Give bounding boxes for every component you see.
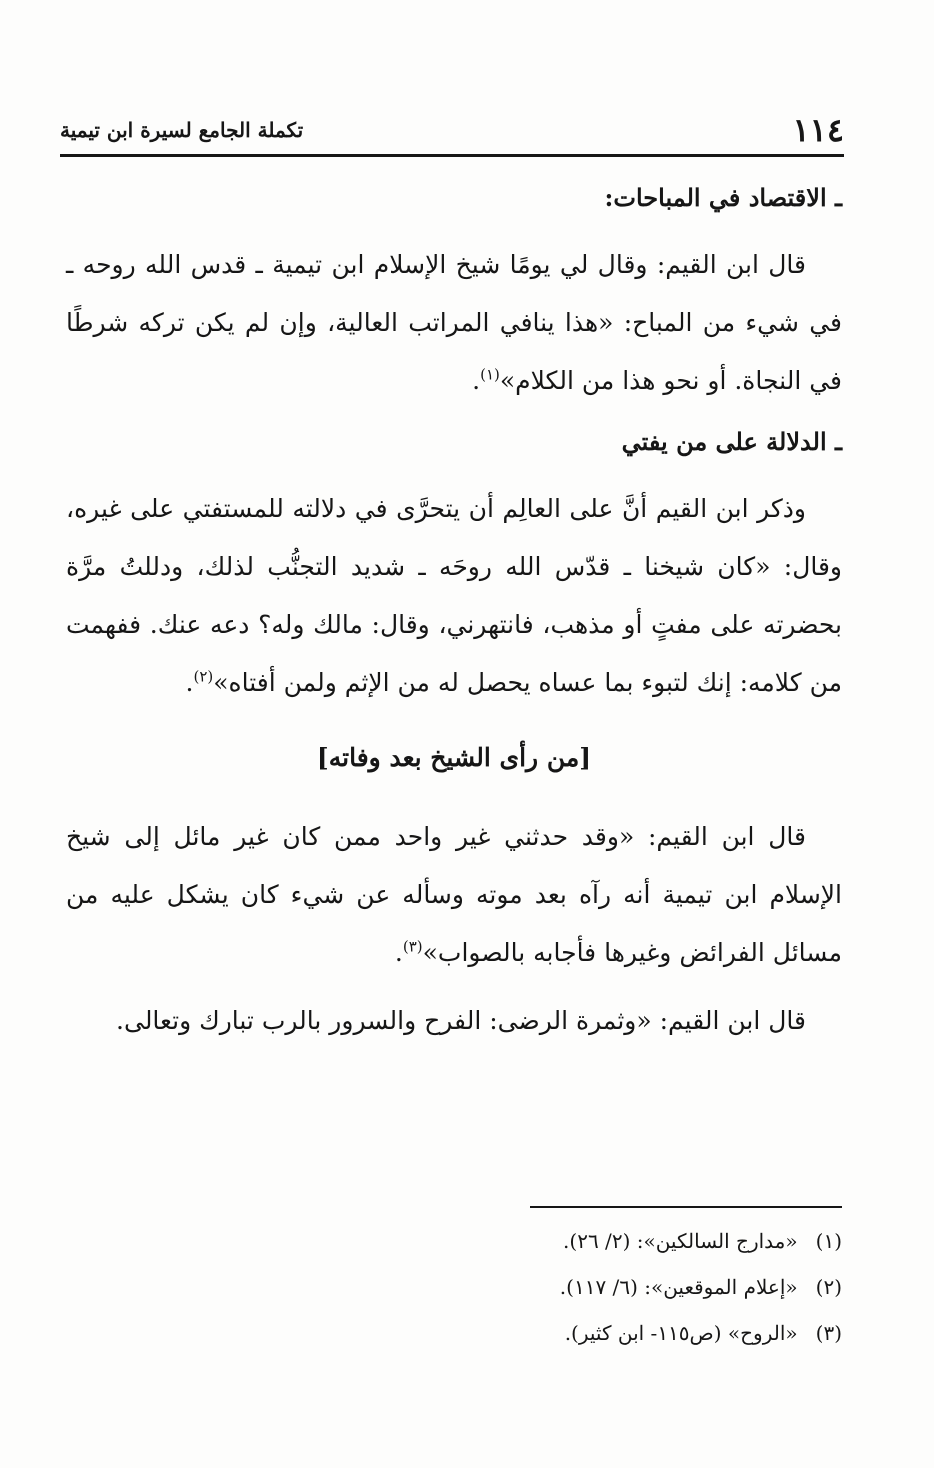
paragraph-text: قال ابن القيم: وقال لي يومًا شيخ الإسلام ابن تيمية ـ قدس الله روحه ـ في شيء من المباح: «هذا ينافي المراتب العالية، وإن لم يكن تركه شرطًا في النجاة. أو نحو هذا من الكلام» (66, 250, 842, 395)
footnote-text: «إعلام الموقعين»: (٦/ ١١٧). (559, 1275, 798, 1299)
footnote-number: (١) (815, 1229, 842, 1253)
section-title: [من رأى الشيخ بعد وفاته] (316, 743, 592, 772)
paragraph-text: وذكر ابن القيم أنَّ على العالِم أن يتحرَّى في دلالته للمستفتي على غيره، وقال: «كان شيخنا ـ قدّس الله روحَه ـ شديد التجنُّب لذلك، ودللتُ مرَّة بحضرته على مفتٍ أو مذهب، فانتهرني، وقال: مالك وله؟ دعه عنك. ففهمت من كلامه: إنك لتبوء بما عساه يحصل له من الإثم ولمن أفتاه» (66, 494, 842, 697)
footnote-number: (٣) (815, 1321, 842, 1345)
paragraph-guidance (66, 480, 842, 712)
footnote-ref-1: (١) (480, 365, 500, 384)
paragraph-moderation (66, 236, 842, 410)
footnote-number: (٢) (815, 1275, 842, 1299)
subheading-guidance: ـ الدلالة على من يفتي (621, 427, 842, 456)
running-title: تكملة الجامع لسيرة ابن تيمية (60, 118, 304, 142)
subheading-moderation: ـ الاقتصاد في المباحات: (604, 183, 842, 212)
footnote-ref-3: (٣) (402, 937, 423, 956)
footnote-item (66, 1310, 842, 1356)
footnote-item (66, 1264, 842, 1310)
paragraph-text: قال ابن القيم: «وقد حدثني غير واحد ممن كان غير مائل إلى شيخ الإسلام ابن تيمية أنه رآه بعد موته وسأله عن شيء كان يشكل عليه من مسائل الفرائض وغيرها فأجابه بالصواب» (66, 822, 842, 967)
paragraph-end: . (472, 366, 481, 395)
footnote-text: «الروح» (ص١١٥- ابن كثير). (564, 1321, 798, 1345)
footnote-ref-2: (٢) (193, 667, 214, 686)
paragraph-dream (66, 808, 842, 982)
page-body (66, 176, 842, 1060)
header-rule (60, 154, 844, 157)
footnote-text: «مدارج السالكين»: (٢/ ٢٦). (563, 1229, 798, 1253)
footnote-item (66, 1218, 842, 1264)
footnote-rule (530, 1206, 842, 1208)
page-header (60, 110, 844, 158)
paragraph-contentment: قال ابن القيم: «وثمرة الرضى: الفرح والسرور بالرب تبارك وتعالى. (116, 1006, 806, 1035)
footnotes (66, 1218, 842, 1356)
page-number: ١١٤ (792, 111, 844, 149)
paragraph-end: . (394, 938, 403, 967)
paragraph-end: . (185, 668, 194, 697)
